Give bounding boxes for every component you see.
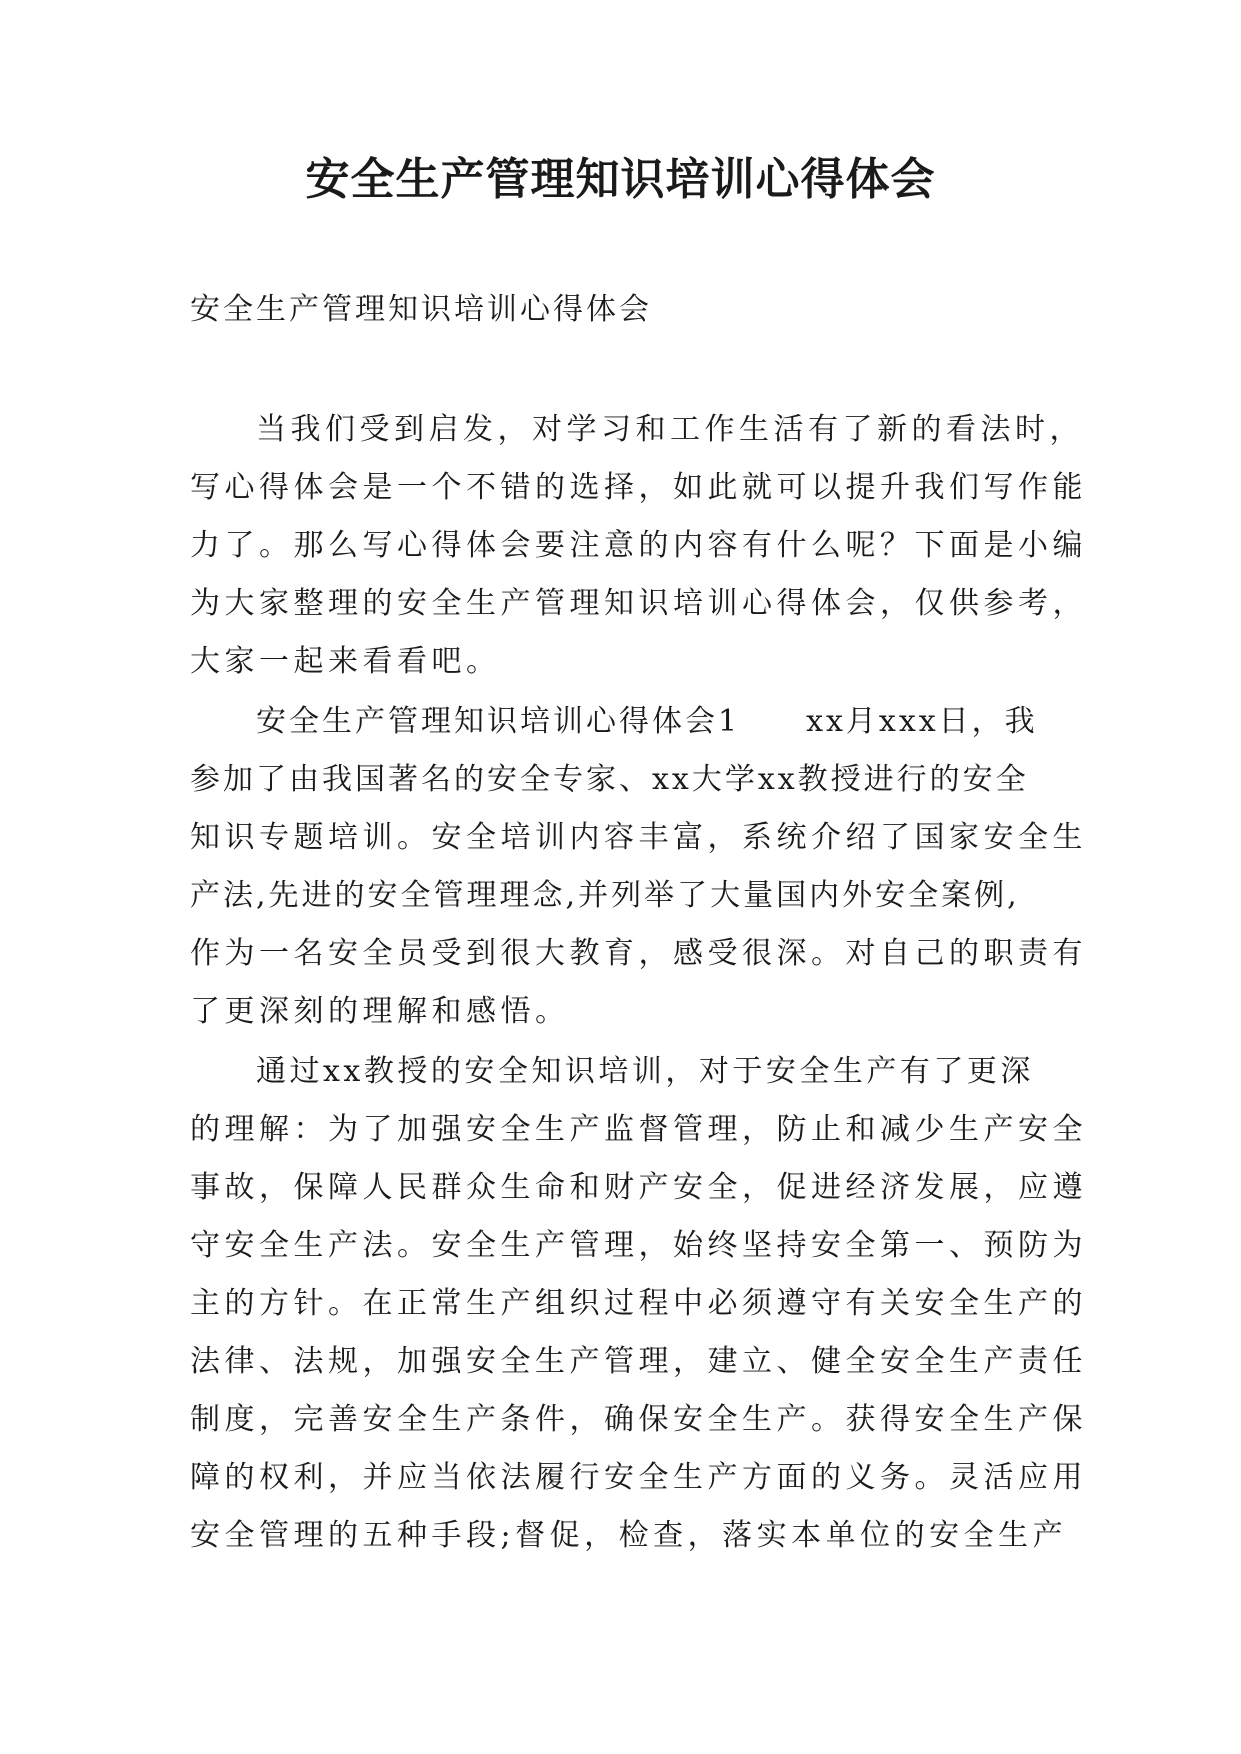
paragraph-line: 法律、法规，加强安全生产管理，建立、健全安全生产责任 (190, 1344, 1087, 1379)
paragraph-line: 知识专题培训。安全培训内容丰富，系统介绍了国家安全生 (190, 820, 1087, 855)
paragraph-line: 作为一名安全员受到很大教育，感受很深。对自己的职责有 (190, 936, 1087, 971)
paragraph-line: 安全管理的五种手段;督促，检查，落实本单位的安全生产 (190, 1518, 1068, 1553)
paragraph-line: 当我们受到启发，对学习和工作生活有了新的看法时， (256, 412, 1084, 447)
paragraph-line: 障的权利，并应当依法履行安全生产方面的义务。灵活应用 (190, 1460, 1087, 1495)
paragraph-line: 守安全生产法。安全生产管理，始终坚持安全第一、预防为 (190, 1228, 1087, 1263)
document-subtitle: 安全生产管理知识培训心得体会 (190, 292, 652, 327)
paragraph-line: 通过xx教授的安全知识培训，对于安全生产有了更深 (256, 1054, 1034, 1089)
paragraph-line: 为大家整理的安全生产管理知识培训心得体会，仅供参考， (190, 586, 1087, 621)
paragraph-line: 产法,先进的安全管理理念,并列举了大量国内外安全案例, (190, 878, 1020, 913)
paragraph-line: 主的方针。在正常生产组织过程中必须遵守有关安全生产的 (190, 1286, 1087, 1321)
paragraph-line: 了更深刻的理解和感悟。 (190, 994, 570, 1029)
paragraph-line: 参加了由我国著名的安全专家、xx大学xx教授进行的安全 (190, 762, 1029, 797)
paragraph-line: 写心得体会是一个不错的选择，如此就可以提升我们写作能 (190, 470, 1087, 505)
paragraph-line: 安全生产管理知识培训心得体会1 xx月xxx日，我 (256, 704, 1038, 739)
document-title: 安全生产管理知识培训心得体会 (305, 154, 936, 205)
paragraph-line: 的理解：为了加强安全生产监督管理，防止和减少生产安全 (190, 1112, 1087, 1147)
paragraph-line: 制度，完善安全生产条件，确保安全生产。获得安全生产保 (190, 1402, 1087, 1437)
paragraph-line: 大家一起来看看吧。 (190, 644, 501, 679)
paragraph-line: 事故，保障人民群众生命和财产安全，促进经济发展，应遵 (190, 1170, 1087, 1205)
paragraph-line: 力了。那么写心得体会要注意的内容有什么呢？下面是小编 (190, 528, 1087, 563)
